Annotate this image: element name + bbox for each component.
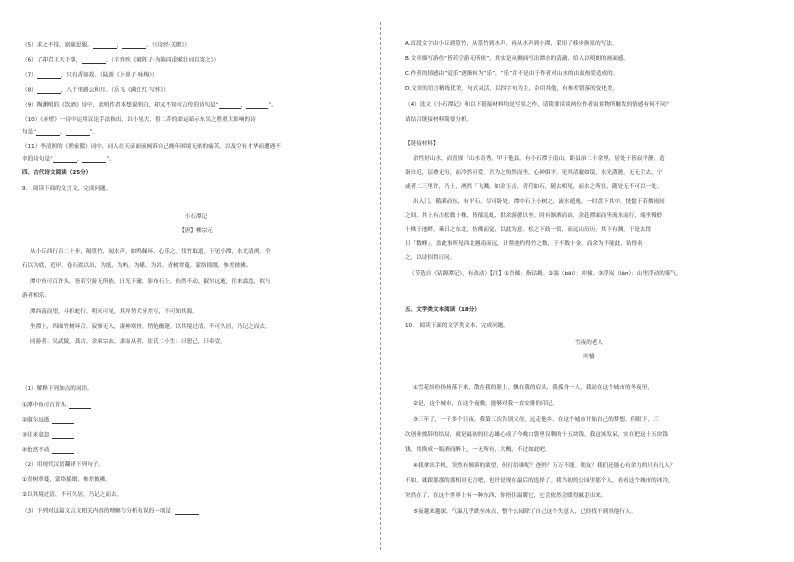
passage-p2-line2: 游者相乐。 (22, 293, 50, 299)
answer-blank[interactable] (53, 156, 77, 163)
translate-item-1: ①青树翠蔓，蒙络摇缀，参差披拂。 (22, 477, 111, 483)
question-10-heading: 10. 阅读下面的文学类文本，完成问题。 (405, 323, 509, 329)
text: ”。 (89, 129, 99, 136)
column-divider (380, 22, 382, 550)
text: ”。 (106, 156, 115, 163)
fill-in-q6 (22, 57, 219, 64)
answer-blank[interactable] (219, 102, 241, 109)
section-heading-5: 五、文学类文本阅读（18分） (405, 307, 480, 313)
text: （5）求之不得，寤寐思服。 (22, 42, 93, 49)
option-c: C.作者的情感由“觉乐”逐渐转为“乐”，“乐”并不是由于作者对山水的由衷热爱造成的。 (405, 71, 619, 77)
link-line-6: 十株于池畔，乘日之东北，仿佛而觉，以此为意。松之下歧一赏，而远山历历，其下有渊，于是去得 (405, 227, 652, 233)
answer-blank[interactable] (93, 42, 117, 49)
story-author: 叶樯 (583, 354, 595, 360)
text: 。（《诗经·关雎》） (146, 42, 191, 49)
link-line-8: 之，以诗招得日同。 (405, 255, 456, 261)
answer-blank[interactable] (175, 508, 199, 515)
word-item-2 (22, 417, 74, 424)
subquestion-2: （2）用现代汉语翻译下列句子。 (22, 462, 104, 468)
answer-blank[interactable] (36, 129, 60, 136)
passage-p1-line2: 石以为底，近岸，卷石底以出，为坻，为屿，为嵁，为岩。青树翠蔓，蒙络摇缀，参差披拂。 (22, 263, 252, 269)
answer-blank[interactable] (37, 72, 61, 79)
text: 幸的诗句是“ (22, 156, 53, 163)
text: ， (60, 129, 66, 136)
text: 句是“ (22, 129, 37, 136)
text: 。（辛弃疾《破阵子·为陈同甫赋壮词以寄之》） (105, 57, 220, 64)
passage-p1-line1: 从小丘西行百二十步，隔篁竹，闻水声，如鸣佩环，心乐之。伐竹取道，下见小潭，水尤清冽。全 (30, 249, 271, 255)
passage-p3: 潭西南而望，斗折蛇行，明灭可见。其岸势犬牙差互，不可知其源。 (30, 309, 198, 315)
story-title: 雪夜的老人 (575, 340, 603, 346)
fill-in-q11-line1: （11）李清照的《渔家傲》词中，词人在天帝面前倾诉自己晚年困境无依的痛苦，以及空有才华而遭遇不 (22, 144, 281, 150)
subquestion-4-line2: 请结合链接材料简要分析。 (405, 117, 473, 123)
fill-in-q8 (22, 87, 169, 94)
text: （6）了却君王天下事， (22, 57, 82, 64)
answer-blank[interactable] (52, 447, 74, 454)
text: ”。 (268, 102, 277, 109)
link-line-2: 诣自近，层叠无穷，而冷然可爱。吾为之怡然而坐，心神俱平。见其清澈如镜，水光潋滟，无无尘去，宁 (405, 170, 663, 176)
translate-item-2: ②以其境过清，不可久居，乃记之而去。 (22, 492, 123, 498)
subquestion-1: （1）解释下列加点的词语。 (22, 386, 93, 392)
text: ④佁然不动 (22, 447, 50, 454)
answer-blank[interactable] (69, 402, 91, 409)
fill-in-q10-line1: （10）《赤壁》一诗中运用议论手法指出，以小见大，借二乔的命运暗示东吴之胜重大影响的诗 (22, 117, 256, 123)
text: ，只有香如故。（陆游《卜算子·咏梅》） (60, 72, 158, 79)
text: ，八千里路云和月。（岳飞《满江红·写怀》） (60, 87, 169, 94)
subquestion-3 (22, 508, 199, 515)
answer-blank[interactable] (52, 417, 74, 424)
answer-blank[interactable] (82, 57, 106, 64)
story-p4-line3: 突然在了，在这个世界上有一种东西，你捂住温暖它，它会依然会暖得腻歪出来。 (405, 493, 607, 499)
link-line-5: 之间，其上有古松数十株，皆郁乱虬，供余游憩以坐。时有渐洒而由，余赴潭面而坐流水而行，端坐慢聆 (405, 213, 663, 219)
word-item-4 (22, 447, 74, 454)
story-p1: ①雪花纷纷扬扬落下来，散在我的脸上，飘在我的肩头，我孤身一人，我站在这个城市的冬夜里， (413, 385, 653, 391)
answer-blank[interactable] (82, 156, 106, 163)
poem-title: 小石潭记 (184, 214, 208, 220)
story-p3-line3: 钱，用换成一瓶酒而醉上，一无所有，大概，不过如此吧。 (405, 447, 551, 453)
answer-blank[interactable] (37, 87, 61, 94)
text: （8） (22, 87, 37, 94)
link-material-label: 【链接材料】 (405, 141, 439, 147)
answer-blank[interactable] (66, 129, 90, 136)
text: （9）陶渊明的《饮酒》诗中，表明作者本想说明白，却又不知可言传的诗句是“ (22, 102, 219, 109)
answer-blank[interactable] (52, 432, 74, 439)
passage-p4: 坐潭上，四面竹树环合，寂寥无人，凄神寒骨，悄怆幽邃。以其境过清，不可久居，乃记之而去。 (30, 324, 271, 330)
text: ， (240, 102, 247, 109)
answer-blank[interactable] (246, 102, 268, 109)
link-line-1: 余性好山水，而喜探「山水奇秀，甲于他县。有小石潭于南山，距县治二十余里，居处于皆寂平静，造 (413, 156, 665, 162)
text: （3）下列对这篇文言文相关内容的理解与分析有误的一项是 (22, 508, 171, 515)
story-p3-line2: 次创业挨辞的结局，就是最初的壮志雄心成了今晚口袋里仅剩的十五块钱。我这该发呆，实在把这十五块钱 (405, 432, 668, 438)
passage-p5: 同游者：吴武陵，龚古，余弟宗玄。隶而从者，崔氏二小生：曰恕己，曰奉壹。 (30, 339, 226, 345)
word-item-1 (22, 402, 91, 409)
story-p3-line1: ③三年了，一千多个日夜，我第三次告别父母，远走他乡，在这个城市开始自己的梦想。但眼下，三 (413, 417, 659, 423)
story-p4-line1: ④我拿出手机，突然有倾诉的欲望，但打给谁呢？爸妈？万万不能。朋友？我们还能心有余力的只有几人？ (413, 463, 676, 469)
link-line-7: 日「数峰」，盖此事所见西北翘南而远。计凿池约得竹之数，于不数十金，而余为不能此，钻得名 (405, 241, 643, 247)
fill-in-q5: （5）求之不得，寤寐思服。 ， 。（《诗经·关雎》） (22, 42, 191, 49)
option-d: D.文章的语言精练优美，句式灵活，以四字句为主，杂用其他，有参差错落的变化美。 (405, 86, 619, 92)
story-p2: ②是，这个城市，在这个夜晚，能够对我一直安排的印记。 (413, 401, 558, 407)
text: ②俶尔远逝 (22, 417, 50, 424)
link-line-3: 或者二三里许，乃上，冽然「飞溅，如金玉击，青荇如石，随去相见，而水之所在，随处无不可以一处。 (405, 184, 663, 190)
poem-author: 【唐】柳宗元 (179, 228, 213, 234)
fill-in-q7 (22, 72, 158, 79)
option-a: A.首段文字由小丘到篁竹，从篁竹到水声，再从水声到小潭，采用了移步换景的写法。 (405, 41, 618, 47)
fill-in-q10-line2 (22, 129, 98, 136)
answer-blank[interactable] (122, 42, 146, 49)
fill-in-q11-line2 (22, 156, 115, 163)
text: （7） (22, 72, 37, 79)
story-p5: ⑤夜越来越深，气温几乎跌至冰点，整个公园除了自己这个失意人，已经找不到其他行人。 (413, 509, 637, 515)
passage-p2-line1: 潭中鱼可百许头，皆若空游无所依，日光下澈，影布石上。佁然不动，俶尔远逝，往来翕忽，似与 (30, 279, 271, 285)
section-heading-4: 四、古代诗文阅读（25分） (22, 170, 92, 176)
text: ③往来翕忽 (22, 432, 50, 439)
story-p4-line2: 不如，就跟那那的那相对无言吧，也许是现在最后的选择了。我当初的公园里那个人，看看这个城市的冰冷， (405, 478, 674, 484)
text: ， (76, 156, 83, 163)
word-item-3 (22, 432, 74, 439)
link-source-note: （节选自《钴鉧潭记》，有改动）【注】①吾邮：指钴鉧。②湍（bāi）：冲撞。③浮岚（lán）：山里浮动的雾气。 (409, 271, 682, 277)
link-line-4: 出入门，循溪而东，有平石，尽可卧处，潭中石上小树之，流水遁逸，一时盘下其中，恍惚于若烟雨间 (413, 199, 665, 205)
text: ①潭中鱼可百许头 (22, 402, 67, 409)
fill-in-q9 (22, 102, 277, 109)
question-9-heading: 9. 阅读下面的文言文，完成问题。 (22, 186, 112, 192)
subquestion-4-line1: （4）选文《小石潭记》和以下链接材料均是写景之作，请简要谈谈两位作者由景物所触发的情感有何不同？ (405, 102, 672, 108)
option-b: B.文章描写游鱼“皆若空游无所依”，其实是从侧面写出潭水的清澈，给人以明朗的画面感。 (405, 56, 629, 62)
